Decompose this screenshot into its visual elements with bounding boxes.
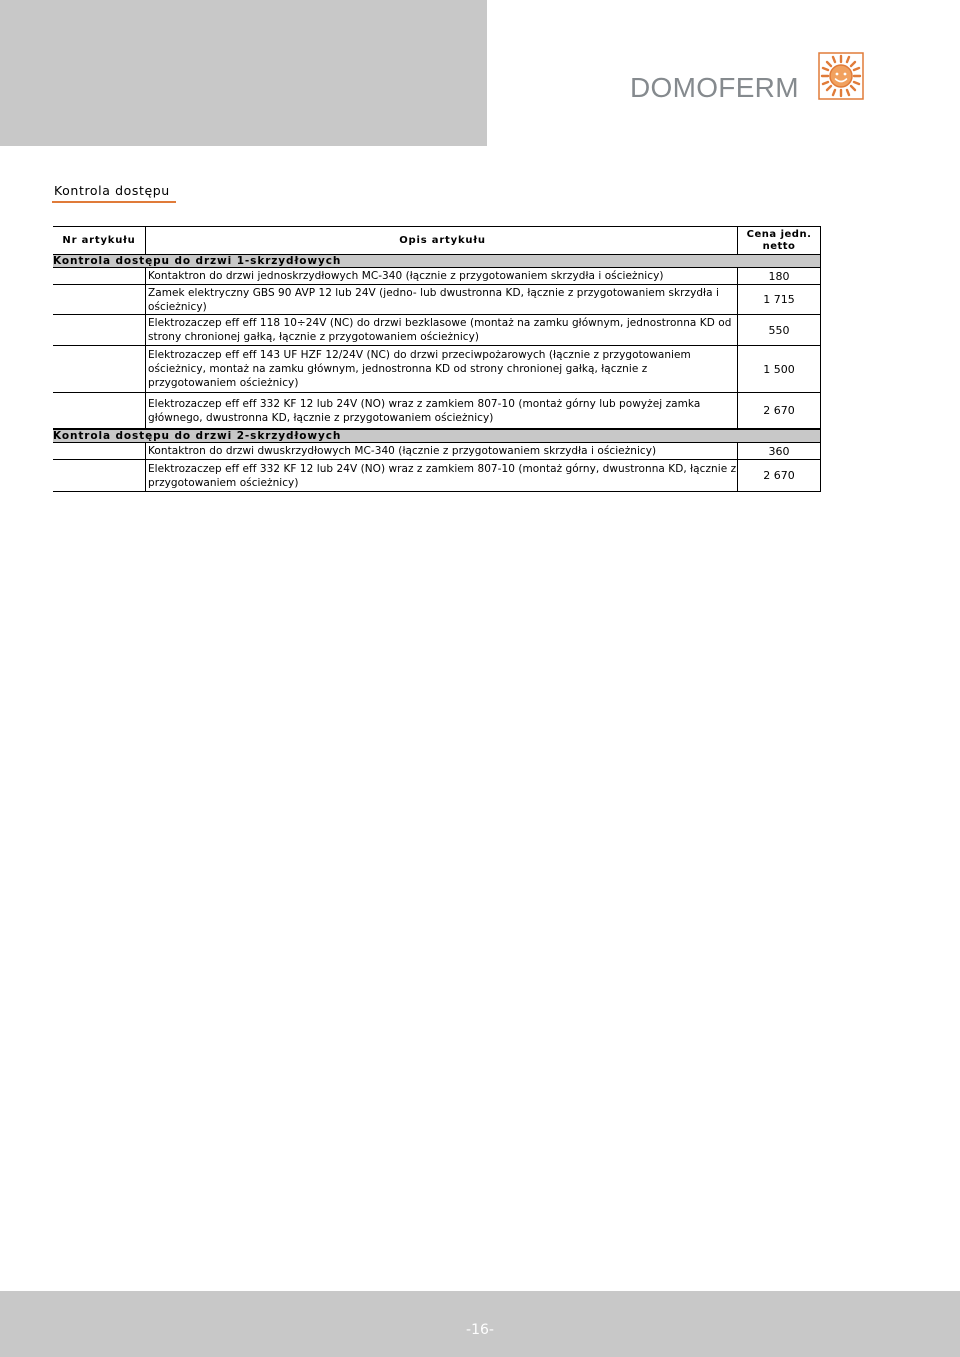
- cell-nr: [53, 315, 146, 345]
- page-number: -16-: [466, 1322, 494, 1338]
- table-row: [53, 285, 821, 315]
- cell-opis: Kontaktron do drzwi jednoskrzydłowych MC-340 (łącznie z przygotowaniem skrzydła i ościeżnicy): [146, 268, 738, 284]
- price-table: [53, 226, 821, 492]
- cell-nr: [53, 268, 146, 284]
- header-cena: [738, 227, 821, 254]
- cell-cena: 550: [738, 315, 821, 345]
- cell-nr: [53, 393, 146, 428]
- table-header: [53, 226, 821, 254]
- group-header-1: Kontrola dostępu do drzwi 1-skrzydłowych: [53, 254, 821, 268]
- table-row: [53, 443, 821, 460]
- header-opis: Opis artykułu: [146, 227, 738, 254]
- table-row: [53, 460, 821, 492]
- cell-opis: Elektrozaczep eff eff 332 KF 12 lub 24V (NO) wraz z zamkiem 807-10 (montaż górny lub powyżej zamka głównego, dwustronna KD, łącznie z przygotowaniem ościeżnicy): [146, 393, 738, 428]
- logo-text: DOMOFERM: [630, 72, 799, 103]
- table-row: [53, 268, 821, 285]
- header-cena-line1: Cena jedn.: [746, 228, 812, 240]
- cell-opis: Zamek elektryczny GBS 90 AVP 12 lub 24V (jedno- lub dwustronna KD, łącznie z przygotowaniem skrzydła i ościeżnicy): [146, 285, 738, 314]
- cell-cena: 1 715: [738, 285, 821, 314]
- footer-bar: [0, 1291, 960, 1357]
- header-cena-line2: netto: [762, 240, 796, 252]
- cell-cena: 2 670: [738, 393, 821, 428]
- table-row: [53, 315, 821, 346]
- header-gray-block: [0, 0, 487, 146]
- table-row: [53, 393, 821, 429]
- cell-cena: 1 500: [738, 346, 821, 392]
- group-header-2: Kontrola dostępu do drzwi 2-skrzydłowych: [53, 429, 821, 443]
- cell-cena: 360: [738, 443, 821, 459]
- cell-opis: Elektrozaczep eff eff 118 10÷24V (NC) do drzwi bezklasowe (montaż na zamku głównym, jednostronna KD od strony chronionej gałką, łącznie z przygotowaniem ościeżnicy): [146, 315, 738, 345]
- cell-opis: Elektrozaczep eff eff 332 KF 12 lub 24V (NO) wraz z zamkiem 807-10 (montaż górny, dwustronna KD, łącznie z przygotowaniem ościeżnicy): [146, 460, 738, 491]
- header-nr: Nr artykułu: [53, 227, 146, 254]
- section-title: Kontrola dostępu: [54, 183, 170, 198]
- cell-nr: [53, 346, 146, 392]
- sun-logo-icon: [818, 52, 864, 100]
- domoferm-logo: [630, 52, 870, 104]
- cell-nr: [53, 443, 146, 459]
- cell-cena: 2 670: [738, 460, 821, 491]
- cell-opis: Elektrozaczep eff eff 143 UF HZF 12/24V (NC) do drzwi przeciwpożarowych (łącznie z przygotowaniem ościeżnicy, montaż na zamku głównym, jednostronna KD od strony chronionej gałką, łącznie z przygotowaniem ościeżnicy): [146, 346, 738, 392]
- table-row: [53, 346, 821, 393]
- cell-opis: Kontaktron do drzwi dwuskrzydłowych MC-340 (łącznie z przygotowaniem skrzydła i ościeżnicy): [146, 443, 738, 459]
- cell-cena: 180: [738, 268, 821, 284]
- cell-nr: [53, 460, 146, 491]
- cell-nr: [53, 285, 146, 314]
- section-underline: [52, 201, 176, 203]
